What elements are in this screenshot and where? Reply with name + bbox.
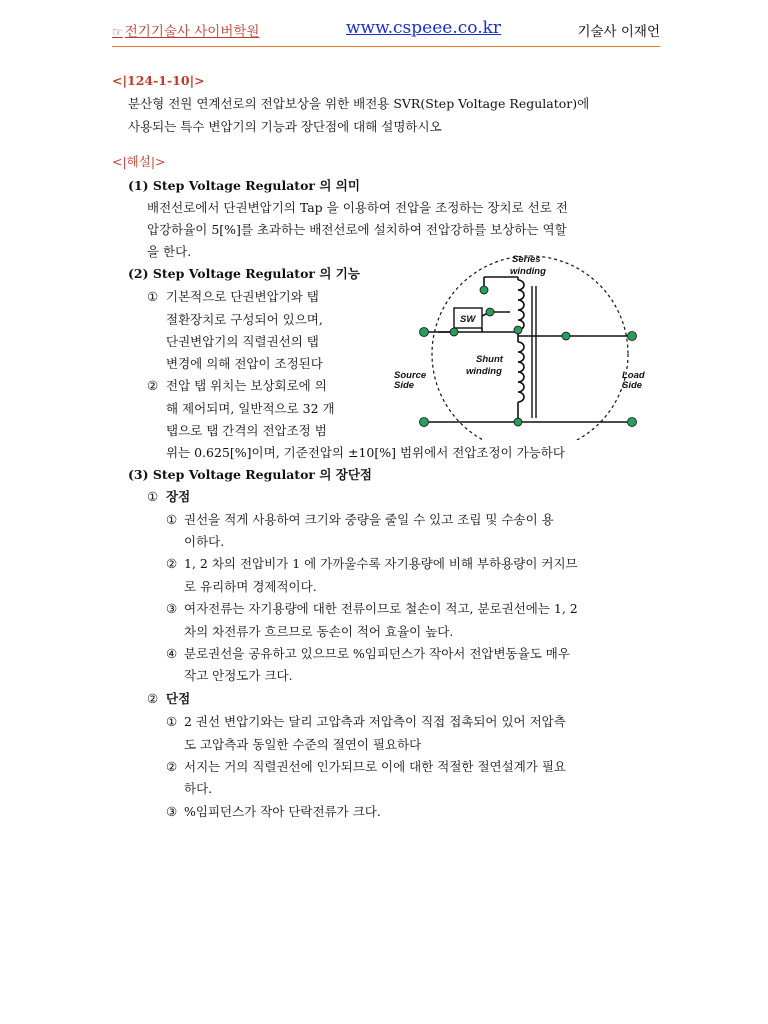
series-winding-label-1: Series — [512, 254, 541, 265]
question-id: <|124-1-10|> — [112, 73, 205, 88]
node-left — [450, 328, 458, 336]
question-line-1: 분산형 전원 연계선로의 전압보상을 위한 배전용 SVR(Step Voltage Regulator)에 — [128, 96, 590, 111]
load-side-label-2: Side — [622, 380, 643, 391]
author-name: 기술사 이재언 — [577, 24, 660, 40]
academy-link[interactable] — [112, 20, 259, 40]
function-2-line-4: 위는 0.625[%]이며, 기준전압의 ±10[%] 범위에서 전압조정이 가능하다 — [166, 445, 565, 460]
advantage-2-line-1: 1, 2 차의 전압비가 1 에 가까울수록 자기용량에 비해 부하용량이 커지므 — [184, 556, 578, 571]
function-1-line-1: 기본적으로 단권변압기와 탭 — [166, 289, 319, 304]
node-tap-1 — [480, 286, 488, 294]
disadvantage-3-line-1: %임피던스가 작아 단락전류가 크다. — [184, 804, 381, 819]
source-terminal-top — [420, 328, 429, 337]
function-1-line-4: 변경에 의해 전압이 조정된다 — [166, 356, 323, 371]
section-3-title: (3) Step Voltage Regulator 의 장단점 — [128, 467, 372, 482]
pointing-hand-icon: ☞ — [112, 25, 123, 39]
section-1-line-1: 배전선로에서 단권변압기의 Tap 을 이용하여 전압을 조정하는 장치로 선로 전 — [147, 200, 568, 215]
advantages-marker: ① — [147, 489, 159, 504]
disadvantage-1-line-2: 도 고압측과 동일한 수준의 절연이 필요하다 — [184, 737, 422, 752]
advantage-1-marker: ① — [166, 512, 178, 527]
source-terminal-bottom — [420, 418, 429, 427]
function-1-line-2: 절환장치로 구성되어 있으며, — [166, 312, 323, 327]
function-1-marker: ① — [147, 289, 159, 304]
academy-name: 전기기술사 사이버학원 — [124, 24, 260, 40]
transformer-boundary — [432, 256, 628, 440]
shunt-winding-label-1: Shunt — [476, 354, 503, 365]
disadvantages-label: 단점 — [166, 691, 191, 706]
load-terminal-bottom — [628, 418, 637, 427]
disadvantage-2-line-1: 서지는 거의 직렬권선에 인가되므로 이에 대한 적절한 절연설계가 필요 — [184, 759, 566, 774]
section-1-line-2: 압강하율이 5[%]를 초과하는 배전선로에 설치하여 전압강하를 보상하는 역할 — [147, 222, 567, 237]
page-header — [112, 18, 660, 44]
advantage-4-line-2: 작고 안정도가 크다. — [184, 668, 293, 683]
advantage-1-line-2: 이하다. — [184, 534, 225, 549]
disadvantage-1-line-1: 2 권선 변압기와는 달리 고압측과 저압측이 직접 접촉되어 있어 저압측 — [184, 714, 566, 729]
advantage-2-marker: ② — [166, 556, 178, 571]
advantage-3-line-1: 여자전류는 자기용량에 대한 전류이므로 철손이 적고, 분로권선에는 1, 2 — [184, 601, 578, 616]
site-url-link[interactable]: www.cspeee.co.kr — [346, 18, 502, 38]
source-side-label-1: Source — [394, 370, 427, 381]
source-side-label-2: Side — [394, 380, 415, 391]
disadvantage-3-marker: ③ — [166, 804, 178, 819]
function-2-line-2: 해 제어되며, 일반적으로 32 개 — [166, 401, 335, 416]
svr-circuit-diagram — [388, 250, 660, 440]
advantage-3-marker: ③ — [166, 601, 178, 616]
function-1-line-3: 단권변압기의 직렬권선의 탭 — [166, 334, 319, 349]
sw-label: SW — [460, 314, 476, 325]
section-1-title: (1) Step Voltage Regulator 의 의미 — [128, 178, 360, 193]
disadvantage-2-marker: ② — [166, 759, 178, 774]
node-bottom-left — [514, 418, 522, 426]
advantage-2-line-2: 로 유리하며 경제적이다. — [184, 579, 317, 594]
function-2-line-3: 탭으로 탭 간격의 전압조정 범 — [166, 423, 327, 438]
explanation-label: <|해설|> — [112, 154, 166, 169]
series-winding — [518, 280, 524, 330]
advantage-4-marker: ④ — [166, 646, 178, 661]
section-2-title: (2) Step Voltage Regulator 의 기능 — [128, 266, 360, 281]
question-line-2: 사용되는 특수 변압기의 기능과 장단점에 대해 설명하시오 — [128, 119, 442, 134]
load-side-label-1: Load — [622, 370, 645, 381]
advantages-label: 장점 — [166, 489, 191, 504]
function-2-marker: ② — [147, 378, 159, 393]
node-tap-2 — [486, 308, 494, 316]
disadvantage-1-marker: ① — [166, 714, 178, 729]
advantage-3-line-2: 차의 차전류가 흐르므로 동손이 적어 효율이 높다. — [184, 624, 454, 639]
node-mid — [514, 326, 522, 334]
header-divider — [112, 46, 660, 47]
disadvantage-2-line-2: 하다. — [184, 781, 213, 796]
series-winding-label-2: winding — [510, 266, 546, 277]
advantage-1-line-1: 권선을 적게 사용하여 크기와 중량을 줄일 수 있고 조립 및 수송이 용 — [184, 512, 554, 527]
node-center — [562, 332, 570, 340]
load-terminal-top — [628, 332, 637, 341]
shunt-winding — [518, 342, 524, 402]
function-2-line-1: 전압 탭 위치는 보상회로에 의 — [166, 378, 327, 393]
shunt-winding-label-2: winding — [466, 366, 502, 377]
advantage-4-line-1: 분로권선을 공유하고 있으므로 %임피던스가 작아서 전압변동율도 매우 — [184, 646, 570, 661]
disadvantages-marker: ② — [147, 691, 159, 706]
section-1-line-3: 을 한다. — [147, 244, 192, 259]
